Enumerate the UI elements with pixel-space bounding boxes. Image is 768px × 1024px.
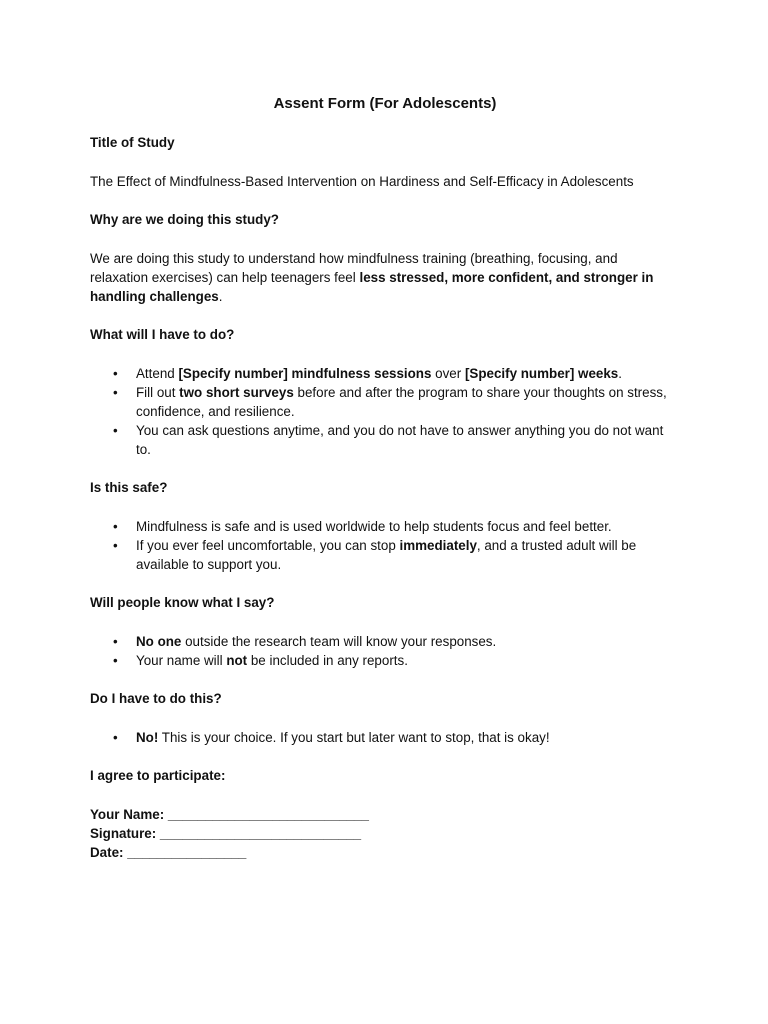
list-item: • Mindfulness is safe and is used worldwide to help students focus and feel better. (113, 519, 612, 534)
choice-heading: Do I have to do this? (90, 691, 222, 706)
bullet-icon: • (113, 634, 118, 649)
list-item: • No one outside the research team will know your responses. (113, 634, 497, 649)
bullet-icon: • (113, 423, 118, 438)
signature-field[interactable]: Signature: ___________________________ (90, 826, 362, 841)
bullet-icon: • (113, 730, 118, 745)
safe-list (90, 517, 672, 574)
date-field[interactable]: Date: ________________ (90, 845, 247, 860)
agree-heading: I agree to participate: (90, 768, 226, 783)
list-item: • Your name will not be included in any reports. (113, 653, 408, 668)
study-title-heading: Title of Study (90, 135, 175, 150)
list-item: • You can ask questions anytime, and you do not have to answer anything you do not want to. (113, 423, 664, 457)
why-paragraph: We are doing this study to understand how mindfulness training (breathing, focusing, and relaxation exercises) can help teenagers feel less stressed, more confident, and stronger in handling challenges. (90, 251, 654, 304)
list-item: • Attend [Specify number] mindfulness sessions over [Specify number] weeks. (113, 366, 622, 381)
bullet-icon: • (113, 385, 118, 400)
why-heading: Why are we doing this study? (90, 212, 279, 227)
study-title-text: The Effect of Mindfulness-Based Intervention on Hardiness and Self-Efficacy in Adolescents (90, 174, 634, 189)
bullet-icon: • (113, 519, 118, 534)
bullet-icon: • (113, 538, 118, 553)
list-item: • No! This is your choice. If you start but later want to stop, that is okay! (113, 730, 550, 745)
choice-list (90, 728, 672, 747)
bullet-icon: • (113, 653, 118, 668)
document-title: Assent Form (For Adolescents) (273, 95, 497, 112)
privacy-heading: Will people know what I say? (90, 595, 275, 610)
list-item: • If you ever feel uncomfortable, you can stop immediately, and a trusted adult will be available to support you. (113, 538, 637, 572)
what-heading: What will I have to do? (90, 327, 235, 342)
list-item: • Fill out two short surveys before and after the program to share your thoughts on stress, confidence, and resilience. (113, 385, 667, 419)
privacy-list (90, 632, 672, 670)
name-field[interactable]: Your Name: ___________________________ (90, 807, 369, 822)
bullet-icon: • (113, 366, 118, 381)
what-list (90, 364, 672, 459)
safe-heading: Is this safe? (90, 480, 168, 495)
